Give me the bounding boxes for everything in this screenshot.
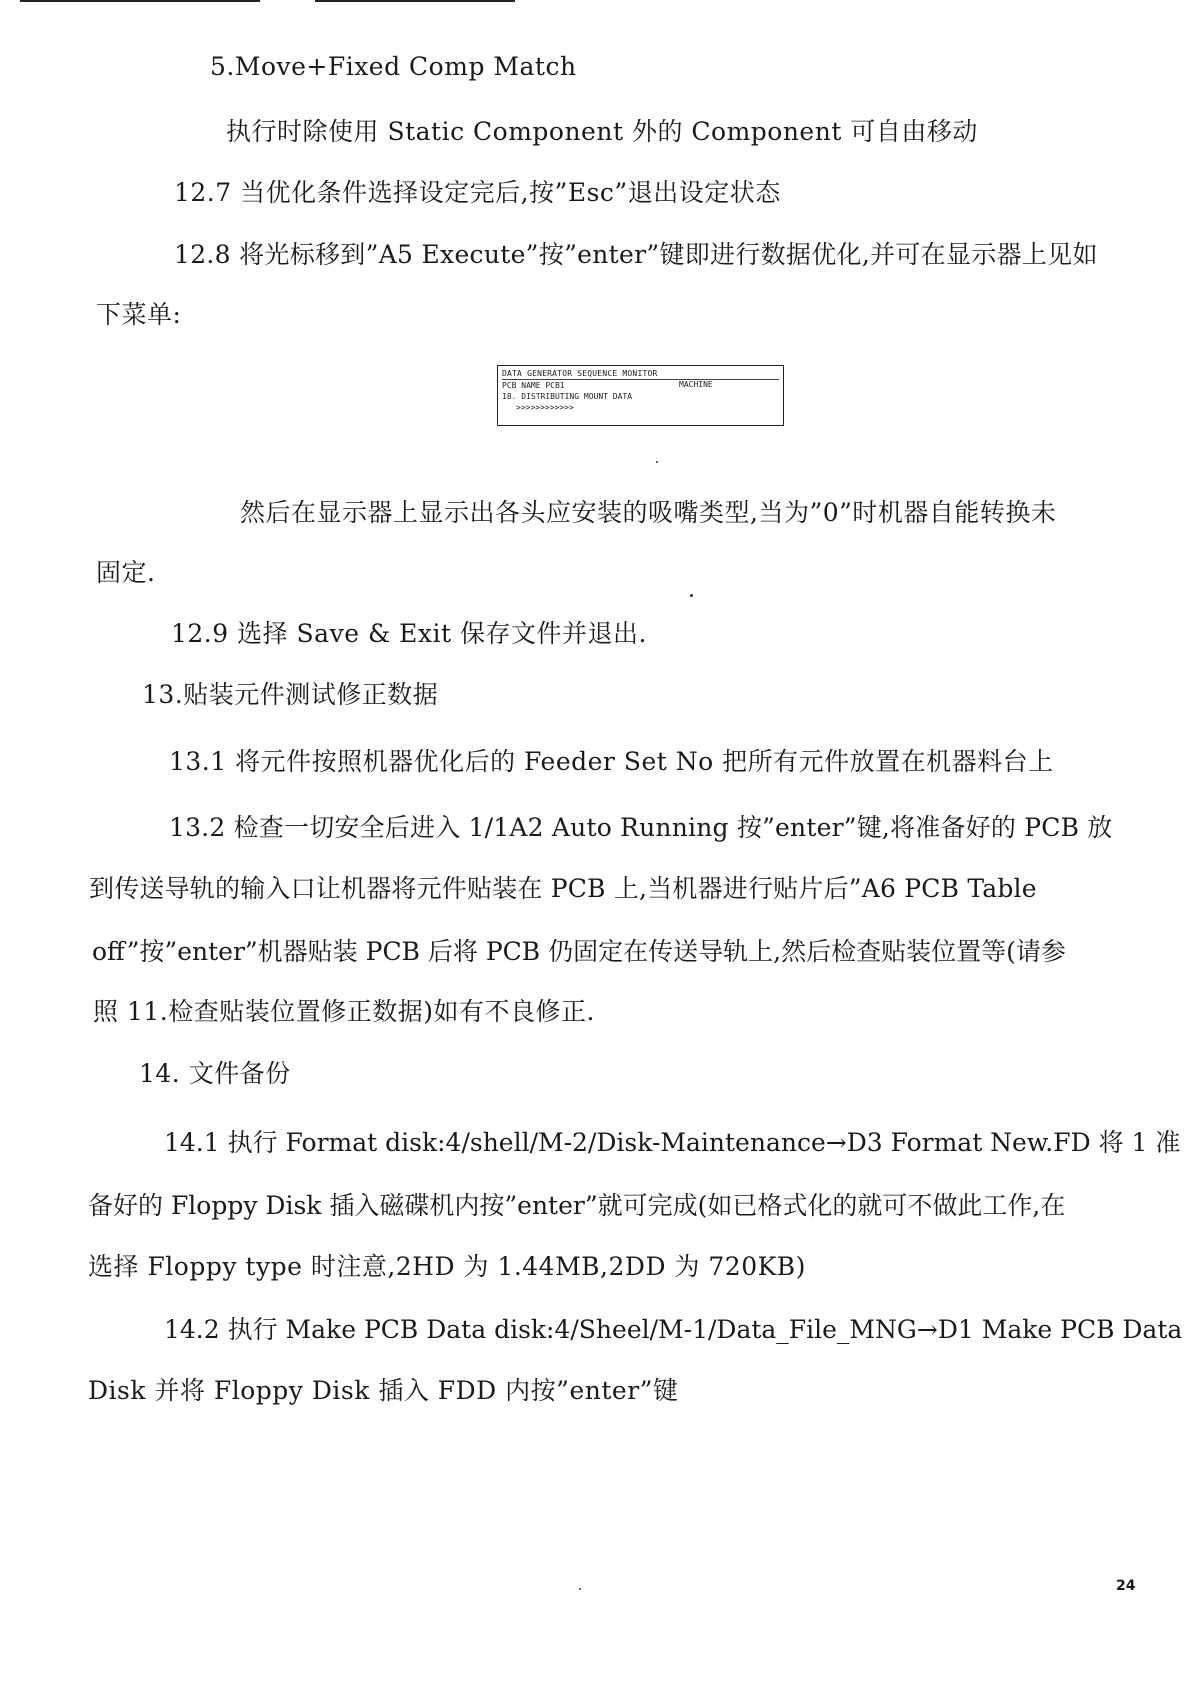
text-line: 14.2 执行 Make PCB Data disk:4/Sheel/M-1/Data_File_MNG→D1 Make PCB Data [164, 1315, 1183, 1344]
page-number: 24 [1116, 1578, 1136, 1594]
scan-speck [579, 1588, 581, 1590]
text-line: 13.2 检查一切安全后进入 1/1A2 Auto Running 按”enter”键,将准备好的 PCB 放 [169, 813, 1113, 842]
monitor-screen-capture [497, 365, 784, 426]
monitor-status: 18. DISTRIBUTING MOUNT DATA [502, 392, 633, 401]
text-line: 12.7 当优化条件选择设定完后,按”Esc”退出设定状态 [174, 178, 781, 207]
text-line: 备好的 Floppy Disk 插入磁碟机内按”enter”就可完成(如已格式化的就可不做此工作,在 [88, 1191, 1066, 1220]
text-line: 然后在显示器上显示出各头应安装的吸嘴类型,当为”0”时机器自能转换未 [240, 498, 1057, 527]
text-line: 照 11.检查贴装位置修正数据)如有不良修正. [93, 997, 595, 1026]
text-line: 12.9 选择 Save & Exit 保存文件并退出. [171, 619, 647, 648]
top-rule-left [20, 0, 260, 2]
text-line: 选择 Floppy type 时注意,2HD 为 1.44MB,2DD 为 720KB) [88, 1252, 806, 1281]
text-line: 14.1 执行 Format disk:4/shell/M-2/Disk-Maintenance→D3 Format New.FD 将 1 准 [164, 1128, 1181, 1157]
text-line: 14. 文件备份 [139, 1059, 291, 1088]
text-line: 13.1 将元件按照机器优化后的 Feeder Set No 把所有元件放置在机器料台上 [169, 747, 1054, 776]
text-line: off”按”enter”机器贴装 PCB 后将 PCB 仍固定在传送导轨上,然后检查贴装位置等(请参 [92, 937, 1066, 966]
scan-speck [656, 461, 658, 463]
monitor-pcb-name: PCB NAME PCB1 [502, 381, 565, 390]
monitor-machine-label: MACHINE [679, 380, 713, 389]
top-rule-right [315, 0, 515, 2]
text-line: Disk 并将 Floppy Disk 插入 FDD 内按”enter”键 [88, 1376, 679, 1405]
monitor-progress: >>>>>>>>>>>> [516, 403, 574, 412]
monitor-title: DATA GENERATOR SEQUENCE MONITOR [502, 368, 779, 380]
text-line: 固定. [96, 558, 156, 587]
text-line: 到传送导轨的输入口让机器将元件贴装在 PCB 上,当机器进行贴片后”A6 PCB Table [89, 874, 1037, 903]
text-line: 5.Move+Fixed Comp Match [210, 52, 577, 81]
scan-speck [690, 594, 693, 597]
text-line: 执行时除使用 Static Component 外的 Component 可自由移动 [226, 117, 978, 146]
text-line: 下菜单: [96, 300, 182, 329]
text-line: 12.8 将光标移到”A5 Execute”按”enter”键即进行数据优化,并可在显示器上见如 [174, 240, 1098, 269]
text-line: 13.贴装元件测试修正数据 [142, 680, 439, 709]
